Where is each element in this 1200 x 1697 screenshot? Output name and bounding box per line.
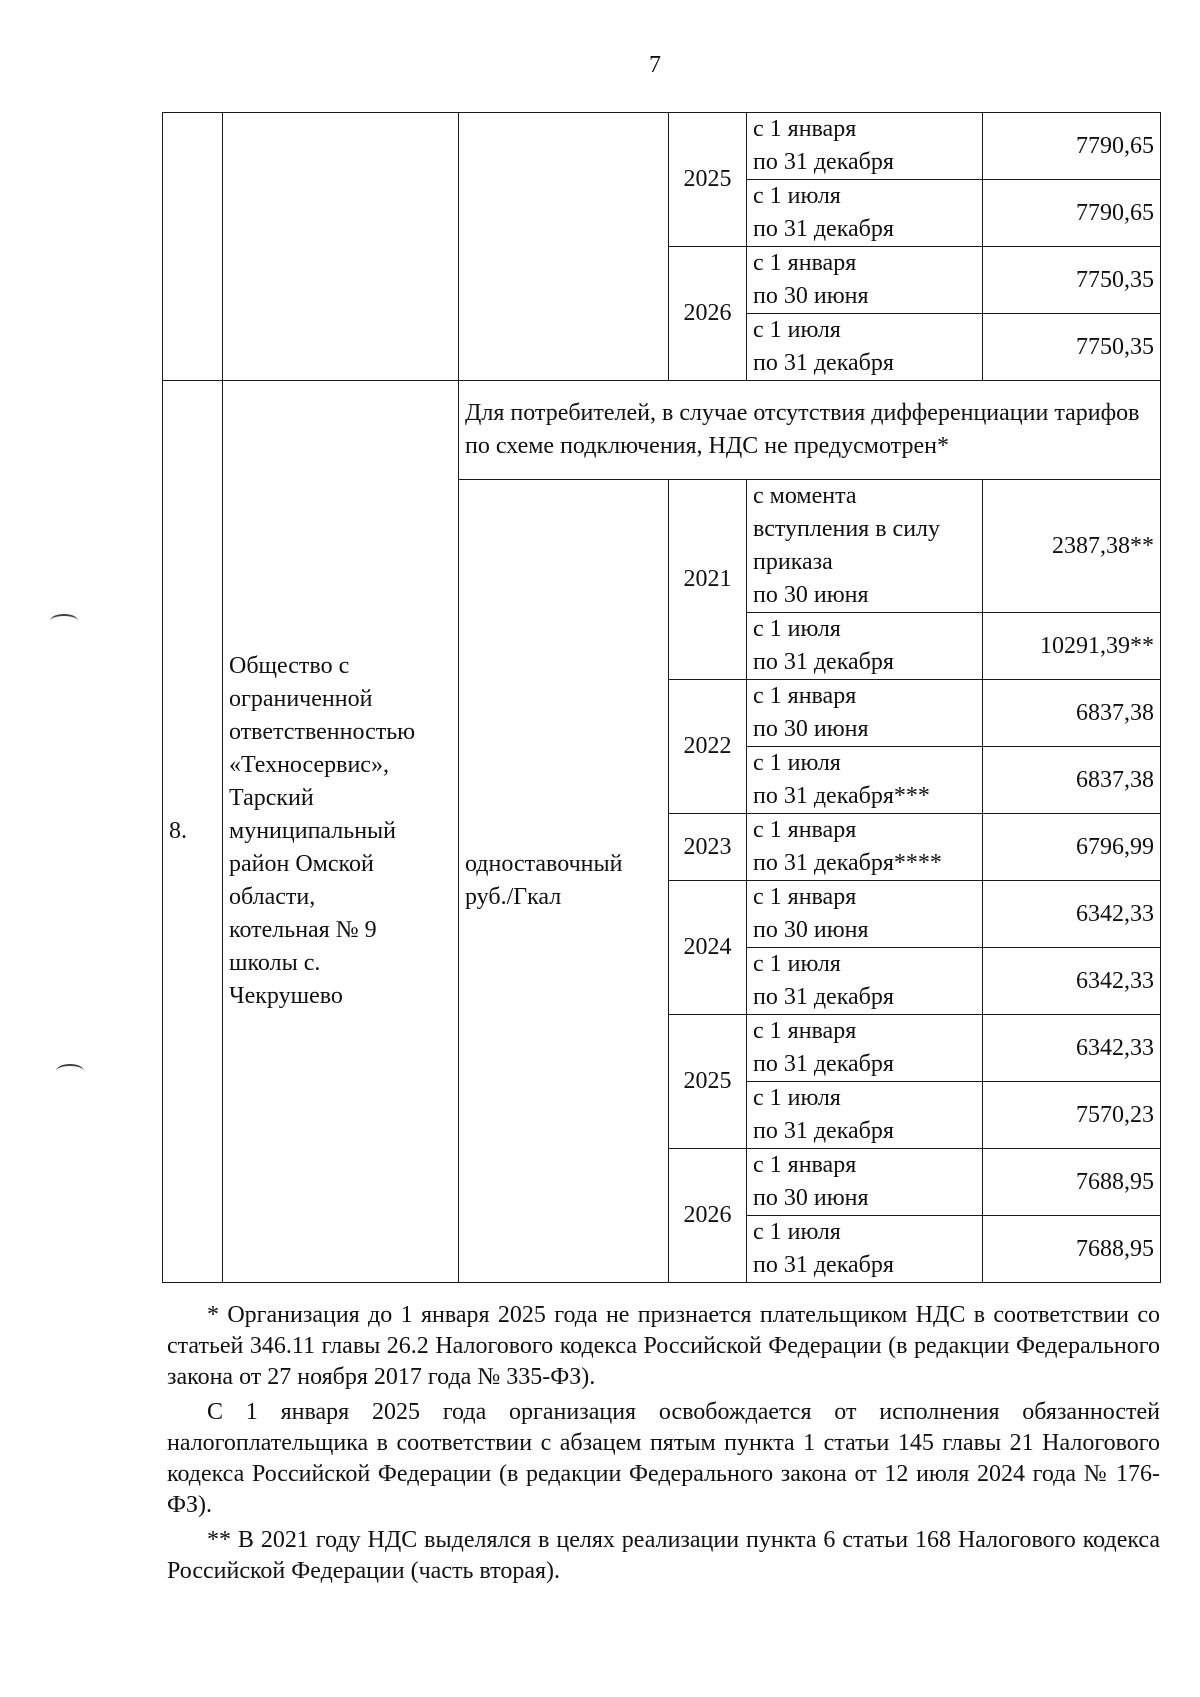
tariff-value: 7750,35 <box>983 247 1161 314</box>
period-line: вступления в силу <box>753 516 941 542</box>
tariff-value: 6342,33 <box>983 948 1161 1015</box>
tariff-value: 10291,39** <box>983 613 1161 680</box>
tariff-value: 7570,23 <box>983 1082 1161 1149</box>
page-number: 7 <box>649 52 661 78</box>
entry-number: 8. <box>163 381 223 1283</box>
year-cell: 2026 <box>669 247 747 381</box>
period-line: по 31 декабря*** <box>753 783 930 809</box>
period-line: с 1 июля <box>753 1219 841 1245</box>
year-cell: 2021 <box>669 480 747 680</box>
period-line: по 31 декабря <box>753 350 894 376</box>
period-line: по 31 декабря <box>753 216 894 242</box>
period-cell <box>747 1082 983 1149</box>
tariff-value: 2387,38** <box>983 480 1161 613</box>
period-line: с 1 июля <box>753 616 841 642</box>
period-line: с момента <box>753 483 857 509</box>
period-cell <box>747 680 983 747</box>
organization-line: район Омской <box>229 851 374 877</box>
period-line: приказа <box>753 549 833 575</box>
period-line: с 1 июля <box>753 183 841 209</box>
year-cell: 2024 <box>669 881 747 1015</box>
organization-line: области, <box>229 884 316 910</box>
organization-line: ответственностью <box>229 719 416 745</box>
period-line: по 31 декабря <box>753 984 894 1010</box>
period-line: по 30 июня <box>753 716 869 742</box>
footnotes <box>167 1300 1160 1591</box>
consumer-note: Для потребителей, в случае отсутствия дифференциации тарифов по схеме подключения, НДС не предусмотрен* <box>459 381 1161 480</box>
organization-line: «Техносервис», <box>229 752 389 778</box>
table-row <box>163 113 1161 180</box>
organization-line: школы с. <box>229 950 321 976</box>
tariff-type-cell <box>459 480 669 1283</box>
prev-number-cell <box>163 113 223 381</box>
tariff-value: 6837,38 <box>983 680 1161 747</box>
year-cell: 2023 <box>669 814 747 881</box>
year-cell: 2026 <box>669 1149 747 1283</box>
period-line: по 31 декабря <box>753 149 894 175</box>
period-cell <box>747 1015 983 1082</box>
tariff-type-line: руб./Гкал <box>465 884 562 910</box>
period-cell <box>747 314 983 381</box>
period-line: по 30 июня <box>753 1185 869 1211</box>
organization-cell <box>223 381 459 1283</box>
period-line: по 31 декабря <box>753 1252 894 1278</box>
period-cell <box>747 113 983 180</box>
period-cell <box>747 814 983 881</box>
period-cell <box>747 613 983 680</box>
tariff-value: 6342,33 <box>983 1015 1161 1082</box>
prev-tariff-cell <box>459 113 669 381</box>
tariff-value: 6837,38 <box>983 747 1161 814</box>
footnote-vat-2021: ** В 2021 году НДС выделялся в целях реализации пункта 6 статьи 168 Налогового кодекса Российской Федерации (часть вторая). <box>167 1527 1160 1584</box>
tariff-value: 6342,33 <box>983 881 1161 948</box>
period-cell <box>747 480 983 613</box>
period-line: с 1 января <box>753 683 857 709</box>
period-line: по 31 декабря**** <box>753 850 942 876</box>
period-cell <box>747 247 983 314</box>
table-row <box>163 381 1161 480</box>
period-line: с 1 января <box>753 1018 857 1044</box>
period-line: по 30 июня <box>753 283 869 309</box>
organization-line: Тарский <box>229 785 314 811</box>
period-line: с 1 июля <box>753 1085 841 1111</box>
tariff-table <box>162 112 1161 1283</box>
year-cell: 2025 <box>669 1015 747 1149</box>
tariff-value: 7790,65 <box>983 113 1161 180</box>
organization-line: Чекрушево <box>229 983 343 1009</box>
period-line: по 30 июня <box>753 582 869 608</box>
year-cell: 2025 <box>669 113 747 247</box>
tariff-value: 7688,95 <box>983 1149 1161 1216</box>
scan-mark <box>56 1064 84 1078</box>
period-cell <box>747 881 983 948</box>
prev-organization-cell <box>223 113 459 381</box>
footnote-vat-release: С 1 января 2025 года организация освобождается от исполнения обязанностей налогоплательщика в соответствии с абзацем пятым пункта 1 статьи 145 главы 21 Налогового кодекса Российской Федерации (в редакции Федерального закона от 12 июля 2024 года № 176-ФЗ). <box>167 1399 1160 1518</box>
period-line: по 31 декабря <box>753 1051 894 1077</box>
period-cell <box>747 747 983 814</box>
period-line: с 1 июля <box>753 951 841 977</box>
tariff-table-body <box>163 113 1161 1283</box>
period-line: с 1 января <box>753 1152 857 1178</box>
period-cell <box>747 1216 983 1283</box>
organization-line: котельная № 9 <box>229 917 377 943</box>
tariff-value: 7790,65 <box>983 180 1161 247</box>
organization-line: Общество с <box>229 653 350 679</box>
period-cell <box>747 948 983 1015</box>
period-cell <box>747 1149 983 1216</box>
year-cell: 2022 <box>669 680 747 814</box>
period-line: по 31 декабря <box>753 649 894 675</box>
tariff-value: 6796,99 <box>983 814 1161 881</box>
scan-mark <box>50 614 78 628</box>
period-line: по 30 июня <box>753 917 869 943</box>
footnote-vat-exempt: * Организация до 1 января 2025 года не признается плательщиком НДС в соответствии со статьей 346.11 главы 26.2 Налогового кодекса Российской Федерации (в редакции Федерального закона от 27 ноября 2017 года № 335-ФЗ). <box>167 1302 1160 1390</box>
tariff-value: 7750,35 <box>983 314 1161 381</box>
period-line: по 31 декабря <box>753 1118 894 1144</box>
organization-line: муниципальный <box>229 818 397 844</box>
period-cell <box>747 180 983 247</box>
period-line: с 1 июля <box>753 750 841 776</box>
tariff-value: 7688,95 <box>983 1216 1161 1283</box>
period-line: с 1 января <box>753 817 857 843</box>
tariff-type-line: одноставочный <box>465 851 623 877</box>
period-line: с 1 января <box>753 116 857 142</box>
period-line: с 1 января <box>753 250 857 276</box>
organization-line: ограниченной <box>229 686 373 712</box>
period-line: с 1 июля <box>753 317 841 343</box>
period-line: с 1 января <box>753 884 857 910</box>
